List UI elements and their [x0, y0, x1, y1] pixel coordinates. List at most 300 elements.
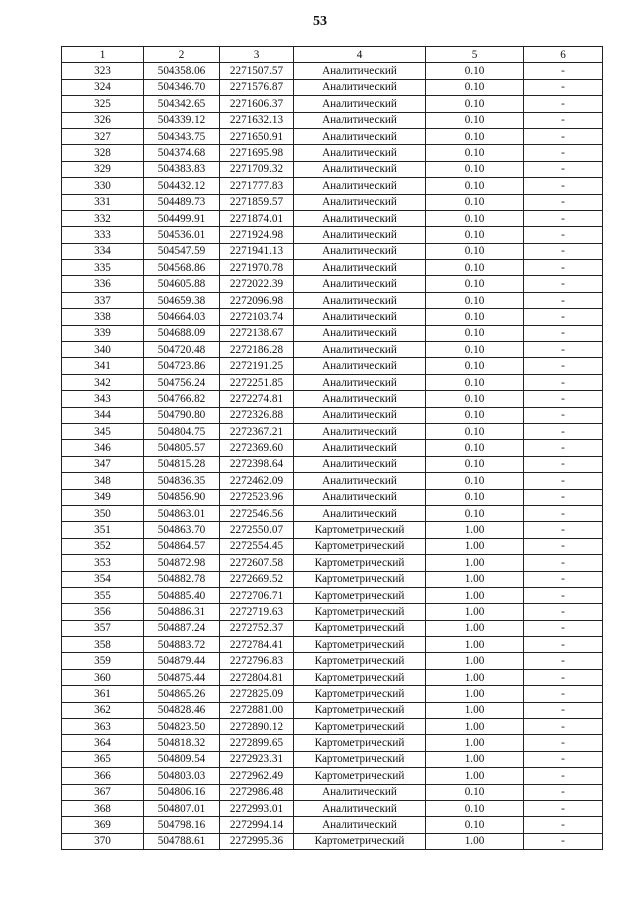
table-cell: - [524, 145, 603, 161]
table-row [62, 178, 603, 194]
table-row [62, 833, 603, 849]
table-cell: 504807.01 [144, 800, 220, 816]
table-cell: 504723.86 [144, 358, 220, 374]
table-cell: - [524, 784, 603, 800]
table-row [62, 784, 603, 800]
table-row [62, 309, 603, 325]
table-cell: Аналитический [294, 243, 426, 259]
table-cell: 2272607.58 [220, 555, 294, 571]
table-cell: Аналитический [294, 817, 426, 833]
table-cell: Аналитический [294, 260, 426, 276]
column-header: 2 [144, 47, 220, 63]
table-cell: 0.10 [426, 145, 524, 161]
table-cell: 504885.40 [144, 587, 220, 603]
table-row [62, 735, 603, 751]
table-cell: Аналитический [294, 112, 426, 128]
table-cell: 340 [62, 342, 144, 358]
table-cell: Аналитический [294, 210, 426, 226]
table-cell: 504803.03 [144, 768, 220, 784]
table-cell: 2272881.00 [220, 702, 294, 718]
table-cell: 504547.59 [144, 243, 220, 259]
table-cell: 2272784.41 [220, 637, 294, 653]
table-cell: 504865.26 [144, 686, 220, 702]
table-cell: 0.10 [426, 440, 524, 456]
table-cell: 504879.44 [144, 653, 220, 669]
table-cell: 339 [62, 325, 144, 341]
table-cell: 504659.38 [144, 292, 220, 308]
table-cell: - [524, 702, 603, 718]
table-cell: 1.00 [426, 686, 524, 702]
table-cell: 332 [62, 210, 144, 226]
table-cell: 2272251.85 [220, 374, 294, 390]
table-cell: - [524, 178, 603, 194]
table-cell: Аналитический [294, 178, 426, 194]
table-cell: 504882.78 [144, 571, 220, 587]
table-row [62, 555, 603, 571]
table-cell: 2271709.32 [220, 161, 294, 177]
table-cell: Аналитический [294, 292, 426, 308]
table-cell: Аналитический [294, 276, 426, 292]
table-cell: 2272825.09 [220, 686, 294, 702]
table-cell: 348 [62, 473, 144, 489]
table-cell: 0.10 [426, 800, 524, 816]
table-row [62, 571, 603, 587]
table-cell: 504836.35 [144, 473, 220, 489]
table-cell: 2272022.39 [220, 276, 294, 292]
page-number: 53 [313, 14, 327, 29]
table-cell: 504806.16 [144, 784, 220, 800]
table-cell: 504568.86 [144, 260, 220, 276]
table-cell: 2271576.87 [220, 79, 294, 95]
table-cell: - [524, 96, 603, 112]
table-cell: 366 [62, 768, 144, 784]
table-cell: 0.10 [426, 784, 524, 800]
table-cell: 504788.61 [144, 833, 220, 849]
table-cell: Аналитический [294, 407, 426, 423]
table-cell: Аналитический [294, 145, 426, 161]
table-cell: 2272706.71 [220, 587, 294, 603]
table-row [62, 243, 603, 259]
table-cell: 352 [62, 538, 144, 554]
table-cell: 1.00 [426, 768, 524, 784]
table-row [62, 292, 603, 308]
table-cell: 2272962.49 [220, 768, 294, 784]
table-cell: Аналитический [294, 473, 426, 489]
table-row [62, 210, 603, 226]
table-row [62, 473, 603, 489]
table-cell: 342 [62, 374, 144, 390]
table-cell: 504358.06 [144, 63, 220, 79]
column-header: 4 [294, 47, 426, 63]
table-cell: 334 [62, 243, 144, 259]
table-cell: - [524, 489, 603, 505]
table-cell: 1.00 [426, 604, 524, 620]
table-cell: 2272523.96 [220, 489, 294, 505]
table-cell: - [524, 358, 603, 374]
table-cell: Аналитический [294, 489, 426, 505]
table-cell: 504856.90 [144, 489, 220, 505]
table-cell: 333 [62, 227, 144, 243]
table-cell: 328 [62, 145, 144, 161]
table-cell: 504872.98 [144, 555, 220, 571]
table-cell: Аналитический [294, 374, 426, 390]
table-cell: 504605.88 [144, 276, 220, 292]
table-cell: 2272669.52 [220, 571, 294, 587]
table-cell: 2271606.37 [220, 96, 294, 112]
table-cell: 504720.48 [144, 342, 220, 358]
table-cell: - [524, 637, 603, 653]
table-cell: 1.00 [426, 669, 524, 685]
table-cell: 0.10 [426, 391, 524, 407]
table-cell: 1.00 [426, 637, 524, 653]
table-cell: Аналитический [294, 325, 426, 341]
table-cell: - [524, 440, 603, 456]
table-cell: 362 [62, 702, 144, 718]
table-cell: 2272995.36 [220, 833, 294, 849]
table-cell: Картометрический [294, 669, 426, 685]
table-cell: Аналитический [294, 800, 426, 816]
table-cell: - [524, 63, 603, 79]
table-cell: - [524, 768, 603, 784]
table-cell: - [524, 719, 603, 735]
table-cell: - [524, 538, 603, 554]
table-cell: Аналитический [294, 456, 426, 472]
table-cell: 1.00 [426, 522, 524, 538]
table-cell: 504766.82 [144, 391, 220, 407]
table-row [62, 325, 603, 341]
table-cell: 504664.03 [144, 309, 220, 325]
table-cell: 2271970.78 [220, 260, 294, 276]
table-cell: 354 [62, 571, 144, 587]
table-row [62, 768, 603, 784]
table-cell: 2272890.12 [220, 719, 294, 735]
table-cell: 0.10 [426, 79, 524, 95]
table-cell: 355 [62, 587, 144, 603]
table-cell: 504798.16 [144, 817, 220, 833]
table-cell: 504756.24 [144, 374, 220, 390]
table-row [62, 817, 603, 833]
table-cell: 504818.32 [144, 735, 220, 751]
table-cell: 2272138.67 [220, 325, 294, 341]
table-cell: 2272369.60 [220, 440, 294, 456]
table-cell: 2272923.31 [220, 751, 294, 767]
table-cell: Картометрический [294, 833, 426, 849]
table-cell: 331 [62, 194, 144, 210]
table-cell: 360 [62, 669, 144, 685]
table-cell: 369 [62, 817, 144, 833]
table-cell: 347 [62, 456, 144, 472]
table-cell: 0.10 [426, 276, 524, 292]
table-cell: Аналитический [294, 391, 426, 407]
table-cell: 2271777.83 [220, 178, 294, 194]
table-cell: - [524, 620, 603, 636]
table-cell: - [524, 833, 603, 849]
table-cell: - [524, 571, 603, 587]
table-cell: 1.00 [426, 587, 524, 603]
table-cell: 0.10 [426, 63, 524, 79]
table-cell: 358 [62, 637, 144, 653]
table-cell: - [524, 555, 603, 571]
table-cell: Картометрический [294, 620, 426, 636]
table-cell: 359 [62, 653, 144, 669]
coordinates-table [61, 46, 603, 850]
table-cell: - [524, 522, 603, 538]
table-cell: 1.00 [426, 719, 524, 735]
table-cell: Аналитический [294, 63, 426, 79]
table-cell: 325 [62, 96, 144, 112]
table-cell: 504342.65 [144, 96, 220, 112]
table-cell: 361 [62, 686, 144, 702]
table-cell: 1.00 [426, 833, 524, 849]
table-cell: Картометрический [294, 686, 426, 702]
table-cell: 351 [62, 522, 144, 538]
table-cell: 504886.31 [144, 604, 220, 620]
table-cell: 0.10 [426, 227, 524, 243]
table-cell: 2271632.13 [220, 112, 294, 128]
table-cell: 0.10 [426, 423, 524, 439]
table-cell: - [524, 161, 603, 177]
table-cell: 504828.46 [144, 702, 220, 718]
table-row [62, 489, 603, 505]
table-cell: - [524, 194, 603, 210]
table-row [62, 702, 603, 718]
table-cell: 504864.57 [144, 538, 220, 554]
table-cell: Аналитический [294, 358, 426, 374]
table-cell: - [524, 407, 603, 423]
table-row [62, 407, 603, 423]
table-cell: - [524, 423, 603, 439]
table-cell: - [524, 751, 603, 767]
table-cell: - [524, 325, 603, 341]
table-cell: 504815.28 [144, 456, 220, 472]
table-row [62, 374, 603, 390]
table-cell: 2271924.98 [220, 227, 294, 243]
table-cell: 346 [62, 440, 144, 456]
table-cell: 0.10 [426, 456, 524, 472]
table-row [62, 440, 603, 456]
table-cell: 326 [62, 112, 144, 128]
table-cell: 356 [62, 604, 144, 620]
table-cell: 504887.24 [144, 620, 220, 636]
table-cell: 363 [62, 719, 144, 735]
column-header: 6 [524, 47, 603, 63]
table-row [62, 194, 603, 210]
table-cell: 2272462.09 [220, 473, 294, 489]
table-cell: - [524, 505, 603, 521]
table-cell: 0.10 [426, 342, 524, 358]
table-cell: 2272326.88 [220, 407, 294, 423]
table-cell: 2271507.57 [220, 63, 294, 79]
table-cell: 0.10 [426, 309, 524, 325]
table-cell: 368 [62, 800, 144, 816]
table-cell: Картометрический [294, 719, 426, 735]
table-cell: 344 [62, 407, 144, 423]
table-cell: - [524, 391, 603, 407]
table-cell: 330 [62, 178, 144, 194]
table-cell: - [524, 735, 603, 751]
column-header: 1 [62, 47, 144, 63]
table-cell: 357 [62, 620, 144, 636]
table-cell: 341 [62, 358, 144, 374]
table-cell: Аналитический [294, 423, 426, 439]
table-cell: - [524, 128, 603, 144]
table-cell: 1.00 [426, 735, 524, 751]
table-cell: 2271874.01 [220, 210, 294, 226]
table-cell: 0.10 [426, 325, 524, 341]
table-cell: 345 [62, 423, 144, 439]
table-row [62, 227, 603, 243]
table-cell: 2272993.01 [220, 800, 294, 816]
table-cell: 504343.75 [144, 128, 220, 144]
table-cell: 2272986.48 [220, 784, 294, 800]
table-cell: 504823.50 [144, 719, 220, 735]
table-cell: - [524, 800, 603, 816]
table-cell: - [524, 243, 603, 259]
table-cell: 504790.80 [144, 407, 220, 423]
table-cell: 2272103.74 [220, 309, 294, 325]
table-cell: 323 [62, 63, 144, 79]
table-cell: 0.10 [426, 243, 524, 259]
table-cell: Аналитический [294, 96, 426, 112]
table-cell: - [524, 456, 603, 472]
table-cell: Картометрический [294, 587, 426, 603]
table-cell: 327 [62, 128, 144, 144]
table-cell: 504339.12 [144, 112, 220, 128]
table-cell: 2272899.65 [220, 735, 294, 751]
table-cell: 2272554.45 [220, 538, 294, 554]
table-cell: 0.10 [426, 292, 524, 308]
table-cell: Аналитический [294, 440, 426, 456]
table-row [62, 145, 603, 161]
table-row [62, 587, 603, 603]
table-cell: 504863.01 [144, 505, 220, 521]
table-cell: 2272274.81 [220, 391, 294, 407]
table-row [62, 276, 603, 292]
table-cell: 0.10 [426, 194, 524, 210]
table-row [62, 620, 603, 636]
table-cell: Аналитический [294, 309, 426, 325]
table-cell: Картометрический [294, 538, 426, 554]
table-cell: 504875.44 [144, 669, 220, 685]
table-cell: - [524, 342, 603, 358]
table-cell: 504432.12 [144, 178, 220, 194]
table-row [62, 538, 603, 554]
table-row [62, 342, 603, 358]
table-cell: 504374.68 [144, 145, 220, 161]
table-row [62, 358, 603, 374]
table-cell: 2272546.56 [220, 505, 294, 521]
table-cell: Аналитический [294, 194, 426, 210]
table-cell: 0.10 [426, 96, 524, 112]
table-cell: 0.10 [426, 505, 524, 521]
table-cell: 1.00 [426, 555, 524, 571]
column-header: 3 [220, 47, 294, 63]
table-cell: 0.10 [426, 489, 524, 505]
table-row [62, 751, 603, 767]
table-cell: 337 [62, 292, 144, 308]
table-cell: 2272994.14 [220, 817, 294, 833]
table-cell: 1.00 [426, 751, 524, 767]
table-row [62, 669, 603, 685]
table-row [62, 604, 603, 620]
table-cell: 0.10 [426, 358, 524, 374]
table-cell: Картометрический [294, 702, 426, 718]
table-cell: 335 [62, 260, 144, 276]
table-cell: 0.10 [426, 260, 524, 276]
table-cell: - [524, 309, 603, 325]
table-cell: Картометрический [294, 604, 426, 620]
table-cell: Аналитический [294, 227, 426, 243]
table-cell: - [524, 292, 603, 308]
table-cell: 504805.57 [144, 440, 220, 456]
table-cell: 1.00 [426, 538, 524, 554]
table-cell: 370 [62, 833, 144, 849]
table-cell: 0.10 [426, 210, 524, 226]
table-cell: 504863.70 [144, 522, 220, 538]
table-cell: Картометрический [294, 768, 426, 784]
table-row [62, 505, 603, 521]
table-cell: 2271941.13 [220, 243, 294, 259]
table-cell: 2272398.64 [220, 456, 294, 472]
table-cell: Картометрический [294, 751, 426, 767]
table-cell: Аналитический [294, 342, 426, 358]
table-cell: 2272752.37 [220, 620, 294, 636]
table-cell: 504804.75 [144, 423, 220, 439]
table-cell: 0.10 [426, 473, 524, 489]
table-cell: Картометрический [294, 571, 426, 587]
table-cell: 2272550.07 [220, 522, 294, 538]
table-cell: 336 [62, 276, 144, 292]
table-cell: 0.10 [426, 817, 524, 833]
table-cell: Аналитический [294, 505, 426, 521]
table-row [62, 800, 603, 816]
table-row [62, 79, 603, 95]
table-cell: - [524, 79, 603, 95]
table-row [62, 391, 603, 407]
table-cell: 2271650.91 [220, 128, 294, 144]
table-cell: 2272719.63 [220, 604, 294, 620]
table-cell: 349 [62, 489, 144, 505]
table-row [62, 653, 603, 669]
table-cell: 0.10 [426, 128, 524, 144]
table-cell: 367 [62, 784, 144, 800]
table-cell: Картометрический [294, 555, 426, 571]
column-header: 5 [426, 47, 524, 63]
table-cell: 353 [62, 555, 144, 571]
table-cell: - [524, 227, 603, 243]
table-cell: - [524, 210, 603, 226]
table-cell: 1.00 [426, 653, 524, 669]
table-cell: Аналитический [294, 784, 426, 800]
table-row [62, 112, 603, 128]
table-row [62, 522, 603, 538]
table-row [62, 719, 603, 735]
table-row [62, 260, 603, 276]
table-row [62, 637, 603, 653]
table-cell: Аналитический [294, 128, 426, 144]
table-cell: 0.10 [426, 161, 524, 177]
table-cell: - [524, 686, 603, 702]
table-cell: 324 [62, 79, 144, 95]
table-cell: - [524, 276, 603, 292]
table-cell: 2271859.57 [220, 194, 294, 210]
table-row [62, 686, 603, 702]
table-cell: 0.10 [426, 407, 524, 423]
table-cell: Аналитический [294, 161, 426, 177]
table-cell: 1.00 [426, 702, 524, 718]
table-cell: Картометрический [294, 522, 426, 538]
table-cell: 329 [62, 161, 144, 177]
